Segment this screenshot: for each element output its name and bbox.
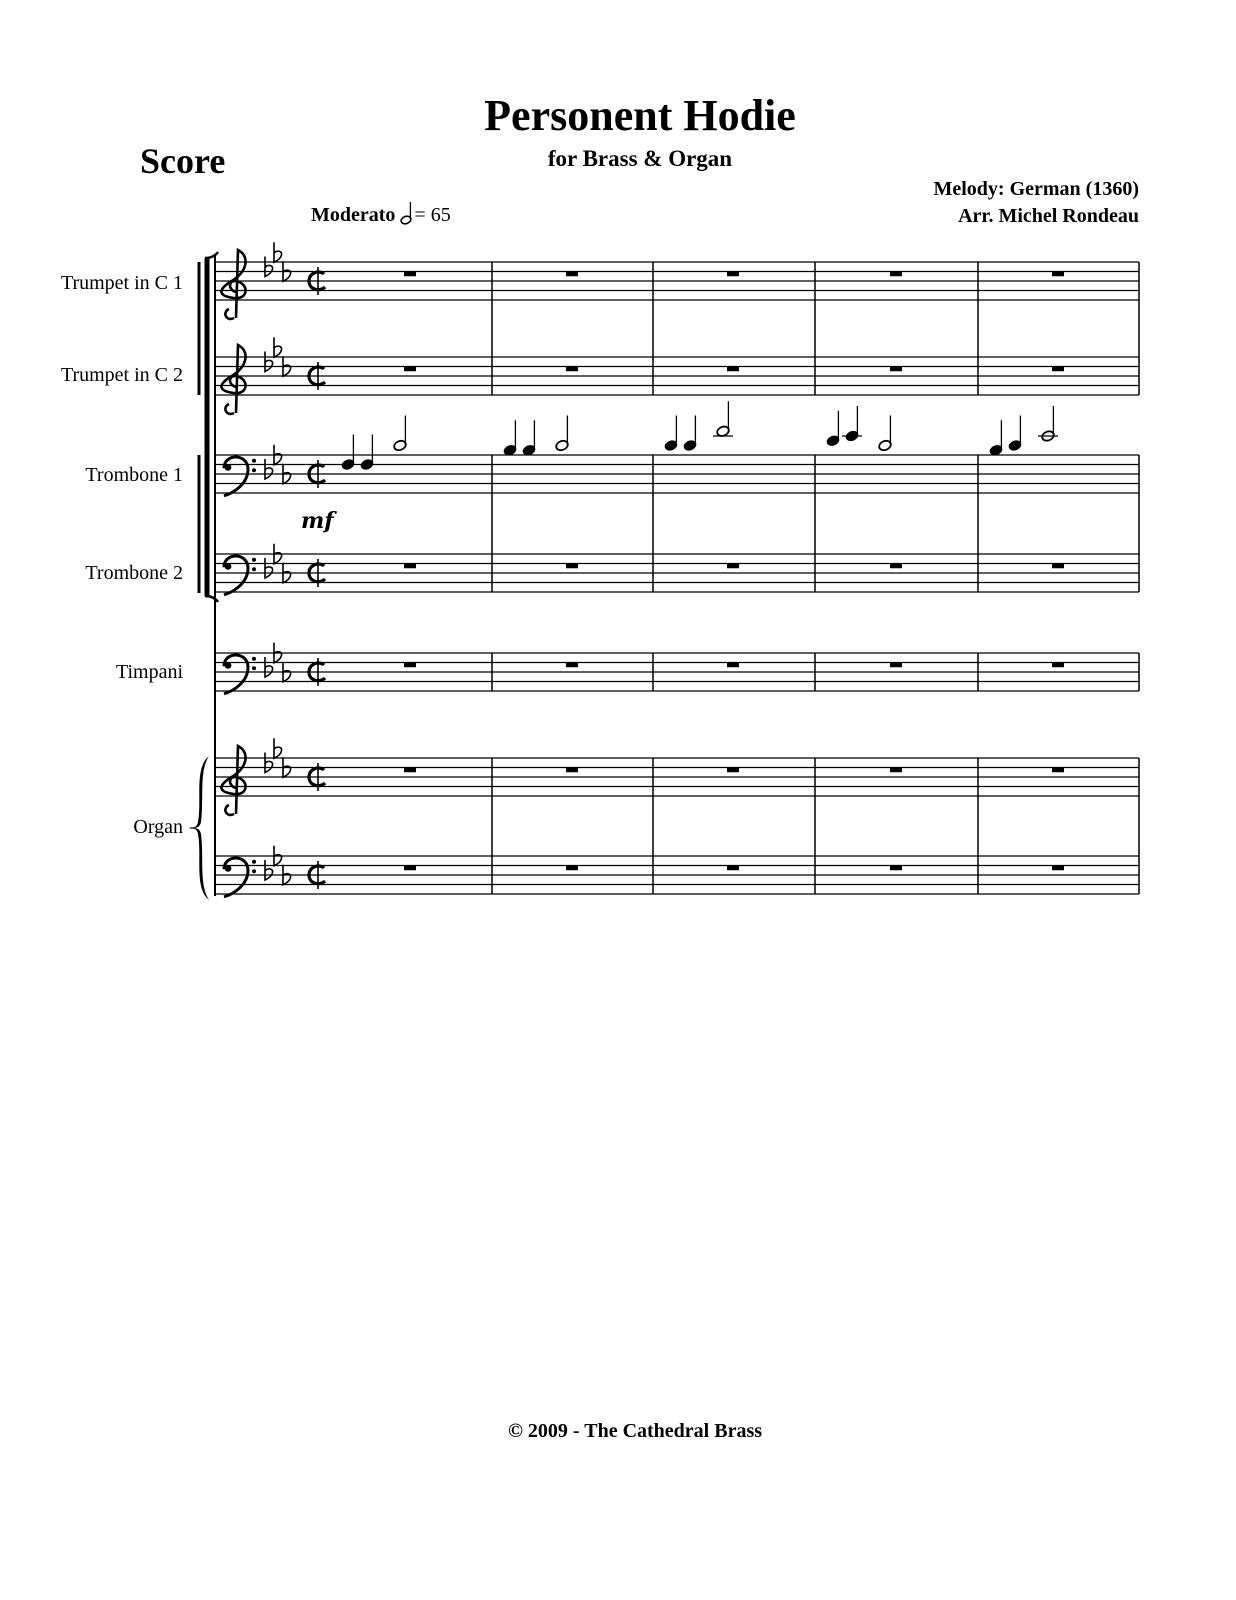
score-title: Personent Hodie: [484, 91, 796, 140]
treble-clef-icon: [221, 250, 245, 319]
score-subtitle: for Brass & Organ: [547, 146, 733, 171]
bass-clef-dot: [252, 666, 256, 670]
whole-rest-icon: [890, 272, 902, 277]
flat-icon: [265, 459, 273, 479]
whole-rest-icon: [890, 564, 902, 569]
instrument-label-organ: Organ: [133, 816, 183, 838]
bass-clef-icon: [225, 464, 232, 471]
whole-rest-icon: [566, 866, 578, 871]
whole-rest-icon: [566, 367, 578, 372]
whole-rest-icon: [404, 272, 416, 277]
bass-clef-dot: [252, 869, 256, 873]
organ-brace: [189, 756, 209, 900]
whole-rest-icon: [566, 768, 578, 773]
bass-clef-icon: [224, 457, 248, 496]
bass-clef-icon: [224, 858, 248, 897]
whole-rest-icon: [566, 564, 578, 569]
flat-icon: [265, 257, 273, 277]
flat-icon: [265, 352, 273, 372]
bass-clef-dot: [252, 860, 256, 864]
flat-icon: [274, 738, 282, 758]
treble-clef-icon: [221, 746, 245, 815]
instrument-label-trumpet-2: Trumpet in C 2: [60, 364, 183, 386]
melody-credit: Melody: German (1360): [933, 178, 1139, 200]
instrument-label-trombone-2: Trombone 2: [85, 562, 183, 584]
whole-rest-icon: [566, 663, 578, 668]
flat-icon: [274, 337, 282, 357]
whole-rest-icon: [404, 564, 416, 569]
flat-icon: [265, 657, 273, 677]
whole-rest-icon: [727, 866, 739, 871]
instrument-label-trombone-1: Trombone 1: [85, 464, 183, 486]
instrument-label-trumpet-1: Trumpet in C 1: [60, 272, 183, 294]
instrument-label-timpani: Timpani: [115, 661, 183, 683]
whole-rest-icon: [1052, 367, 1064, 372]
tempo-bpm: = 65: [414, 204, 451, 226]
whole-rest-icon: [890, 866, 902, 871]
whole-rest-icon: [1052, 272, 1064, 277]
whole-rest-icon: [727, 564, 739, 569]
bass-clef-icon: [225, 563, 232, 570]
arranger-credit: Arr. Michel Rondeau: [958, 205, 1139, 227]
bass-clef-dot: [252, 657, 256, 661]
flat-icon: [274, 242, 282, 262]
bass-clef-icon: [224, 556, 248, 595]
bass-clef-dot: [252, 459, 256, 463]
whole-rest-icon: [1052, 663, 1064, 668]
score-label: Score: [140, 141, 226, 181]
bass-clef-icon: [225, 662, 232, 669]
tempo-word: Moderato: [311, 204, 396, 226]
bracket-brass-top: [205, 252, 218, 258]
whole-rest-icon: [890, 768, 902, 773]
flat-icon: [265, 753, 273, 773]
whole-rest-icon: [404, 866, 416, 871]
bass-clef-dot: [252, 468, 256, 472]
whole-rest-icon: [404, 663, 416, 668]
whole-rest-icon: [404, 367, 416, 372]
flat-icon: [265, 860, 273, 880]
whole-rest-icon: [566, 272, 578, 277]
whole-rest-icon: [727, 367, 739, 372]
whole-rest-icon: [1052, 866, 1064, 871]
whole-rest-icon: [404, 768, 416, 773]
bass-clef-icon: [225, 865, 232, 872]
whole-rest-icon: [727, 272, 739, 277]
bass-clef-icon: [224, 655, 248, 694]
whole-rest-icon: [890, 663, 902, 668]
copyright-footer: © 2009 - The Cathedral Brass: [507, 1420, 763, 1442]
whole-rest-icon: [727, 663, 739, 668]
dynamic-marking: mf: [301, 508, 334, 534]
bass-clef-dot: [252, 567, 256, 571]
whole-rest-icon: [1052, 768, 1064, 773]
whole-rest-icon: [890, 367, 902, 372]
bass-clef-dot: [252, 558, 256, 562]
whole-rest-icon: [727, 768, 739, 773]
whole-rest-icon: [1052, 564, 1064, 569]
treble-clef-icon: [221, 345, 245, 414]
flat-icon: [265, 558, 273, 578]
bracket-brass-bottom: [205, 596, 218, 602]
